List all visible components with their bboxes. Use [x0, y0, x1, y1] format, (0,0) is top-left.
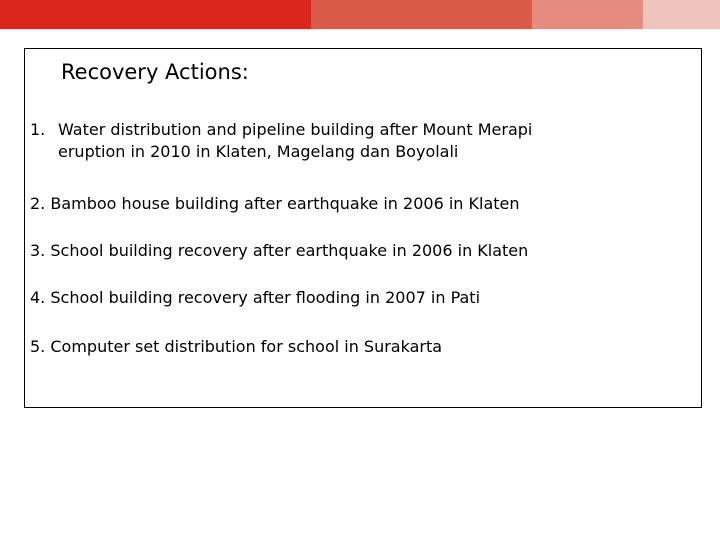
item-number: 3.	[30, 241, 46, 260]
item-text: School building recovery after flooding in 2007 in Pati	[50, 288, 481, 307]
item-text: School building recovery after earthquake in 2006 in Klaten	[50, 241, 529, 260]
item-number: 2.	[30, 194, 46, 213]
header-bar-segment	[532, 0, 643, 29]
list-item	[30, 240, 528, 262]
header-bar-segment	[0, 0, 311, 29]
content-box	[24, 48, 702, 408]
list-item	[30, 119, 532, 163]
item-text: Computer set distribution for school in Surakarta	[50, 337, 443, 356]
item-text-continued: eruption in 2010 in Klaten, Magelang dan Boyolali	[58, 142, 459, 161]
item-number: 4.	[30, 288, 46, 307]
item-text: Bamboo house building after earthquake in 2006 in Klaten	[50, 194, 520, 213]
list-item	[30, 193, 520, 215]
list-item	[30, 287, 480, 309]
header-bar-segment	[311, 0, 532, 29]
item-number: 5.	[30, 337, 46, 356]
item-number: 1.	[30, 120, 46, 139]
header-bar-segment	[643, 0, 720, 29]
slide-title: Recovery Actions:	[61, 60, 249, 84]
list-item	[30, 336, 442, 358]
item-text: Water distribution and pipeline building after Mount Merapi	[58, 120, 533, 139]
